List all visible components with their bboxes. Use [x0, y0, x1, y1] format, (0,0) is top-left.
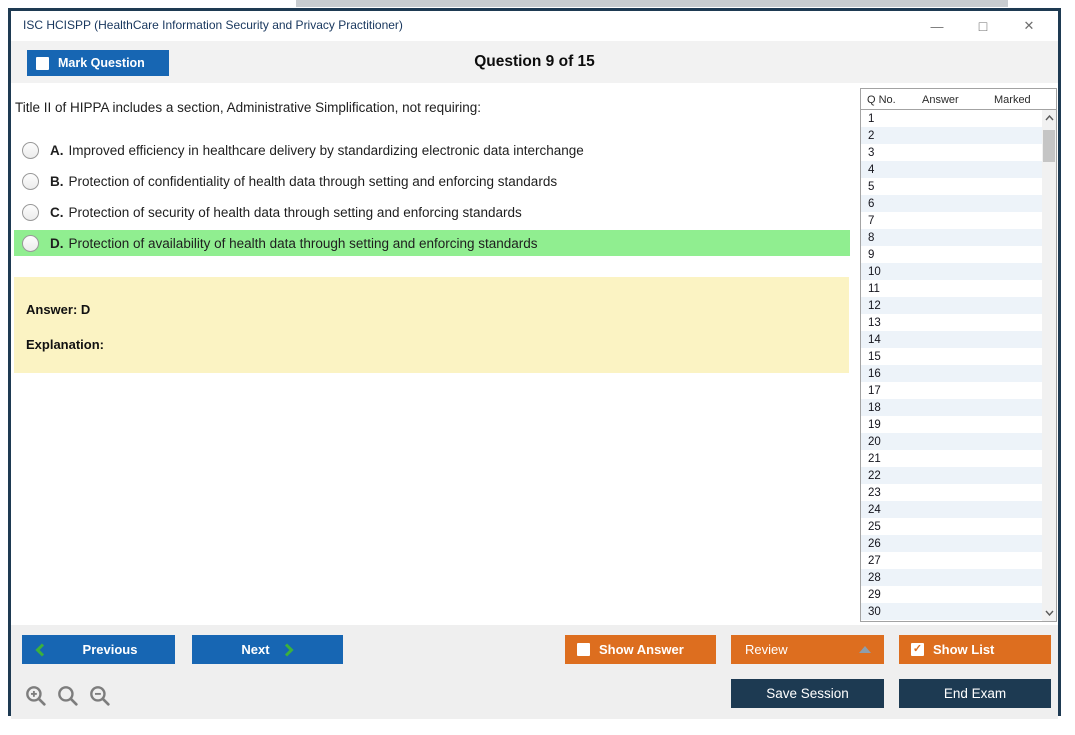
show-answer-checkbox[interactable]: [577, 643, 590, 656]
list-item-number: 8: [868, 231, 875, 244]
review-dropdown[interactable]: [731, 635, 884, 664]
close-icon[interactable]: ✕: [1023, 18, 1035, 33]
list-item-number: 27: [868, 554, 881, 567]
radio-icon[interactable]: [22, 173, 39, 190]
list-item-number: 5: [868, 180, 875, 193]
option-letter: A.: [50, 142, 64, 158]
previous-button[interactable]: [22, 635, 175, 664]
zoom-reset-icon[interactable]: [56, 684, 81, 709]
list-item[interactable]: [861, 535, 1056, 552]
question-list-header: [860, 88, 1057, 110]
list-item-number: 24: [868, 503, 881, 516]
show-answer-label: Show Answer: [599, 642, 684, 657]
option-a[interactable]: [14, 137, 850, 163]
list-item-number: 29: [868, 588, 881, 601]
app-window: [8, 8, 1061, 716]
question-list-rows: [861, 110, 1056, 620]
explanation-label: Explanation:: [26, 337, 105, 352]
list-item[interactable]: [861, 518, 1056, 535]
column-marked: Marked: [994, 94, 1031, 106]
list-item-number: 1: [868, 112, 875, 125]
list-item[interactable]: [861, 229, 1056, 246]
list-item[interactable]: [861, 161, 1056, 178]
list-item-number: 21: [868, 452, 881, 465]
end-exam-button[interactable]: [899, 679, 1051, 708]
options-list: [14, 137, 850, 261]
list-item[interactable]: [861, 365, 1056, 382]
zoom-in-icon[interactable]: [24, 684, 49, 709]
window-title: ISC HCISPP (HealthCare Information Security and Privacy Practitioner): [23, 18, 403, 32]
option-d[interactable]: [14, 230, 850, 256]
minimize-icon[interactable]: —: [930, 18, 944, 34]
save-session-label: Save Session: [766, 686, 849, 701]
list-item[interactable]: [861, 569, 1056, 586]
list-item-number: 19: [868, 418, 881, 431]
scrollbar[interactable]: [1042, 110, 1056, 621]
radio-icon[interactable]: [22, 235, 39, 252]
list-item[interactable]: [861, 331, 1056, 348]
option-letter: D.: [50, 235, 64, 251]
list-item[interactable]: [861, 263, 1056, 280]
list-item[interactable]: [861, 552, 1056, 569]
option-text: Protection of security of health data through setting and enforcing standards: [68, 204, 522, 220]
list-item[interactable]: [861, 110, 1056, 127]
window-controls: [914, 11, 1052, 41]
question-list: [860, 110, 1057, 622]
mark-question-checkbox[interactable]: [36, 57, 49, 70]
list-item[interactable]: [861, 127, 1056, 144]
list-item-number: 17: [868, 384, 881, 397]
answer-label: Answer: D: [26, 302, 91, 317]
list-item[interactable]: [861, 314, 1056, 331]
option-text: Protection of availability of health data through setting and enforcing standards: [68, 235, 538, 251]
dropdown-arrow-icon: [859, 646, 871, 653]
option-c[interactable]: [14, 199, 850, 225]
background-window-edge: [296, 0, 1008, 7]
list-item-number: 10: [868, 265, 881, 278]
option-b[interactable]: [14, 168, 850, 194]
header-band: [11, 41, 1058, 83]
scroll-up-icon[interactable]: [1042, 110, 1056, 126]
list-item[interactable]: [861, 144, 1056, 161]
list-item[interactable]: [861, 586, 1056, 603]
chevron-left-icon: [35, 643, 45, 657]
radio-icon[interactable]: [22, 204, 39, 221]
footer-bar: [11, 625, 1058, 719]
answer-box: [14, 277, 849, 373]
list-item[interactable]: [861, 501, 1056, 518]
list-item-number: 22: [868, 469, 881, 482]
option-letter: C.: [50, 204, 64, 220]
title-bar: [11, 11, 1058, 41]
maximize-icon[interactable]: □: [978, 18, 988, 34]
list-item-number: 18: [868, 401, 881, 414]
list-item-number: 6: [868, 197, 875, 210]
zoom-out-icon[interactable]: [88, 684, 113, 709]
mark-question-label: Mark Question: [58, 56, 145, 70]
show-answer-button[interactable]: [565, 635, 716, 664]
list-item-number: 11: [868, 282, 880, 295]
list-item[interactable]: [861, 212, 1056, 229]
chevron-right-icon: [284, 643, 294, 657]
question-counter: Question 9 of 15: [474, 53, 595, 70]
zoom-toolbar: [24, 684, 113, 709]
previous-label: Previous: [82, 642, 138, 657]
list-item-number: 9: [868, 248, 875, 261]
list-item-number: 30: [868, 605, 881, 618]
list-item-number: 4: [868, 163, 875, 176]
list-item-number: 23: [868, 486, 881, 499]
list-item-number: 3: [868, 146, 875, 159]
list-item-number: 20: [868, 435, 881, 448]
list-item-number: 2: [868, 129, 875, 142]
list-item[interactable]: [861, 399, 1056, 416]
list-item[interactable]: [861, 467, 1056, 484]
list-item-number: 28: [868, 571, 881, 584]
checkmark-icon: ✓: [912, 643, 923, 655]
show-list-label: Show List: [933, 642, 995, 657]
column-answer: Answer: [922, 94, 959, 106]
scroll-down-icon[interactable]: [1042, 605, 1056, 621]
list-item[interactable]: [861, 348, 1056, 365]
option-letter: B.: [50, 173, 64, 189]
question-list-panel: [860, 88, 1057, 622]
save-session-button[interactable]: [731, 679, 884, 708]
list-item-number: 15: [868, 350, 881, 363]
next-label: Next: [241, 642, 270, 657]
mark-question-button[interactable]: [27, 50, 169, 76]
list-item-number: 13: [868, 316, 881, 329]
option-text: Improved efficiency in healthcare delivery by standardizing electronic data interchange: [68, 142, 584, 158]
list-item-number: 16: [868, 367, 881, 380]
list-item[interactable]: [861, 178, 1056, 195]
list-item[interactable]: [861, 195, 1056, 212]
show-list-checkbox[interactable]: [911, 643, 924, 656]
list-item[interactable]: [861, 603, 1056, 620]
list-item[interactable]: [861, 280, 1056, 297]
list-item-number: 14: [868, 333, 881, 346]
scrollbar-thumb[interactable]: [1043, 130, 1055, 162]
list-item[interactable]: [861, 297, 1056, 314]
list-item[interactable]: [861, 450, 1056, 467]
list-item[interactable]: [861, 246, 1056, 263]
end-exam-label: End Exam: [943, 686, 1007, 701]
list-item[interactable]: [861, 382, 1056, 399]
list-item[interactable]: [861, 433, 1056, 450]
next-button[interactable]: [192, 635, 343, 664]
list-item[interactable]: [861, 416, 1056, 433]
show-list-button[interactable]: [899, 635, 1051, 664]
question-text: Title II of HIPPA includes a section, Administrative Simplification, not requiring:: [15, 100, 481, 115]
list-item-number: 25: [868, 520, 881, 533]
column-qno: Q No.: [867, 94, 896, 106]
review-label: Review: [745, 642, 788, 657]
list-item-number: 7: [868, 214, 875, 227]
list-item-number: 26: [868, 537, 881, 550]
list-item[interactable]: [861, 484, 1056, 501]
option-text: Protection of confidentiality of health data through setting and enforcing standards: [68, 173, 558, 189]
radio-icon[interactable]: [22, 142, 39, 159]
list-item-number: 12: [868, 299, 881, 312]
